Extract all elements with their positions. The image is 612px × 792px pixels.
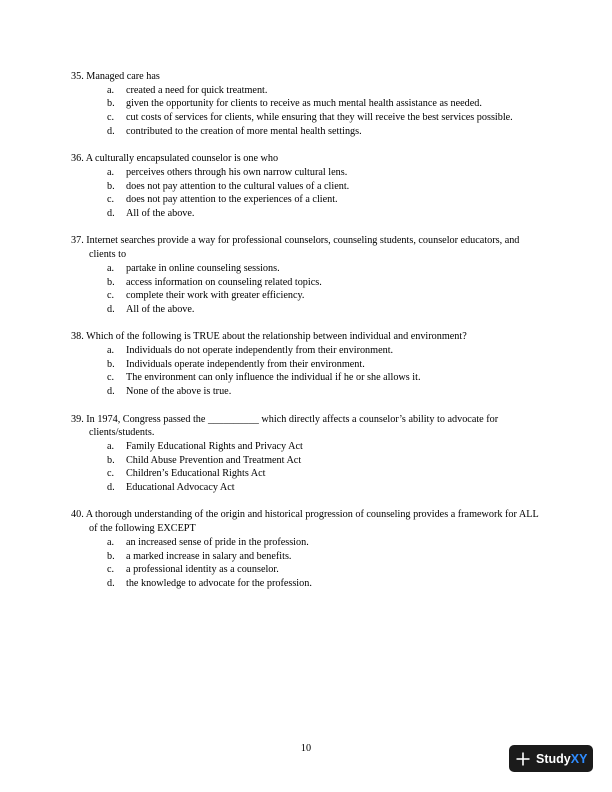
question-stem: [71, 152, 541, 166]
option-text: Individuals do not operate independently from their environment.: [126, 345, 394, 357]
plus-icon: [516, 752, 530, 766]
question-item: [71, 508, 541, 590]
answer-option: [71, 481, 541, 495]
answer-option: [71, 207, 541, 221]
question-item: [71, 152, 541, 221]
option-letter: a.: [107, 166, 115, 178]
option-letter: c.: [107, 468, 115, 480]
option-text: All of the above.: [126, 303, 195, 315]
option-text: All of the above.: [126, 208, 195, 220]
question-stem: [71, 508, 541, 535]
answer-option: [71, 111, 541, 125]
answer-options: [71, 536, 541, 591]
option-letter: b.: [107, 98, 115, 110]
question-item: [71, 413, 541, 495]
option-text: Educational Advocacy Act: [126, 482, 235, 494]
option-letter: c.: [107, 372, 115, 384]
question-text: Internet searches provide a way for professional counselors, counseling students, counselor educators, and clients to: [86, 235, 520, 261]
answer-option: [71, 289, 541, 303]
option-letter: c.: [107, 112, 115, 124]
answer-options: [71, 344, 541, 399]
answer-option: [71, 303, 541, 317]
option-text: Individuals operate independently from their environment.: [126, 358, 365, 370]
question-text: A culturally encapsulated counselor is one who: [85, 153, 279, 165]
option-text: does not pay attention to the experiences of a client.: [126, 194, 338, 206]
answer-option: [71, 193, 541, 207]
page-number: 10: [300, 743, 312, 754]
answer-option: [71, 180, 541, 194]
option-text: access information on counseling related topics.: [126, 276, 322, 288]
answer-option: [71, 563, 541, 577]
question-list: [71, 70, 541, 604]
question-text: In 1974, Congress passed the __________ which directly affects a counselor’s ability to advocate for clients/students.: [86, 413, 499, 439]
option-text: contributed to the creation of more mental health settings.: [126, 125, 362, 137]
answer-options: [71, 262, 541, 317]
answer-option: [71, 166, 541, 180]
option-text: None of the above is true.: [126, 386, 232, 398]
answer-option: [71, 385, 541, 399]
answer-option: [71, 371, 541, 385]
option-text: does not pay attention to the cultural values of a client.: [126, 180, 350, 192]
option-letter: b.: [107, 358, 115, 370]
option-text: The environment can only influence the individual if he or she allows it.: [126, 372, 421, 384]
option-text: partake in online counseling sessions.: [126, 262, 280, 274]
question-number: 37.: [71, 235, 84, 247]
badge-label: [536, 752, 587, 766]
answer-option: [71, 125, 541, 139]
option-letter: d.: [107, 386, 115, 398]
question-item: [71, 330, 541, 399]
option-text: a professional identity as a counselor.: [126, 564, 279, 576]
question-stem: [71, 234, 541, 261]
question-number: 38.: [71, 331, 84, 343]
option-text: Family Educational Rights and Privacy Act: [126, 440, 303, 452]
option-letter: a.: [107, 84, 115, 96]
option-letter: a.: [107, 262, 115, 274]
option-text: created a need for quick treatment.: [126, 84, 268, 96]
studyxy-badge[interactable]: [509, 745, 593, 772]
option-letter: d.: [107, 577, 115, 589]
answer-option: [71, 440, 541, 454]
question-stem: [71, 413, 541, 440]
answer-option: [71, 344, 541, 358]
answer-option: [71, 276, 541, 290]
option-letter: b.: [107, 276, 115, 288]
answer-option: [71, 262, 541, 276]
answer-option: [71, 536, 541, 550]
question-text: A thorough understanding of the origin and historical progression of counseling provides a framework for ALL of the following EXCEPT: [85, 509, 539, 535]
option-text: an increased sense of pride in the profession.: [126, 536, 309, 548]
question-number: 36.: [71, 153, 84, 165]
question-number: 40.: [71, 509, 84, 521]
question-item: [71, 70, 541, 139]
option-letter: a.: [107, 345, 115, 357]
option-text: the knowledge to advocate for the profession.: [126, 577, 312, 589]
option-letter: c.: [107, 290, 115, 302]
option-text: Child Abuse Prevention and Treatment Act: [126, 454, 302, 466]
question-text: Managed care has: [86, 71, 160, 82]
option-text: perceives others through his own narrow cultural lens.: [126, 166, 348, 178]
answer-options: [71, 166, 541, 221]
question-number: 35.: [71, 71, 84, 82]
option-text: complete their work with greater efficiency.: [126, 290, 305, 302]
answer-options: [71, 440, 541, 495]
question-number: 39.: [71, 413, 84, 425]
option-letter: c.: [107, 564, 115, 576]
question-stem: [71, 70, 541, 84]
badge-text-accent: XY: [570, 751, 588, 766]
option-text: Children’s Educational Rights Act: [126, 468, 266, 480]
question-text: Which of the following is TRUE about the relationship between individual and environment?: [86, 331, 467, 343]
option-letter: a.: [107, 440, 115, 452]
option-letter: b.: [107, 180, 115, 192]
option-text: given the opportunity for clients to receive as much mental health assistance as needed.: [126, 98, 482, 110]
answer-option: [71, 358, 541, 372]
answer-option: [71, 577, 541, 591]
answer-option: [71, 454, 541, 468]
question-stem: [71, 330, 541, 344]
answer-option: [71, 467, 541, 481]
option-letter: d.: [107, 125, 115, 137]
option-letter: d.: [107, 303, 115, 315]
answer-option: [71, 84, 541, 98]
option-letter: a.: [107, 536, 115, 548]
option-text: cut costs of services for clients, while ensuring that they will receive the best services possible.: [126, 112, 513, 124]
option-text: a marked increase in salary and benefits.: [126, 550, 292, 562]
option-letter: d.: [107, 482, 115, 494]
badge-text-main: Study: [536, 751, 571, 766]
option-letter: b.: [107, 550, 115, 562]
answer-option: [71, 97, 541, 111]
answer-options: [71, 84, 541, 139]
option-letter: b.: [107, 454, 115, 466]
option-letter: c.: [107, 194, 115, 206]
answer-option: [71, 550, 541, 564]
option-letter: d.: [107, 208, 115, 220]
question-item: [71, 234, 541, 316]
